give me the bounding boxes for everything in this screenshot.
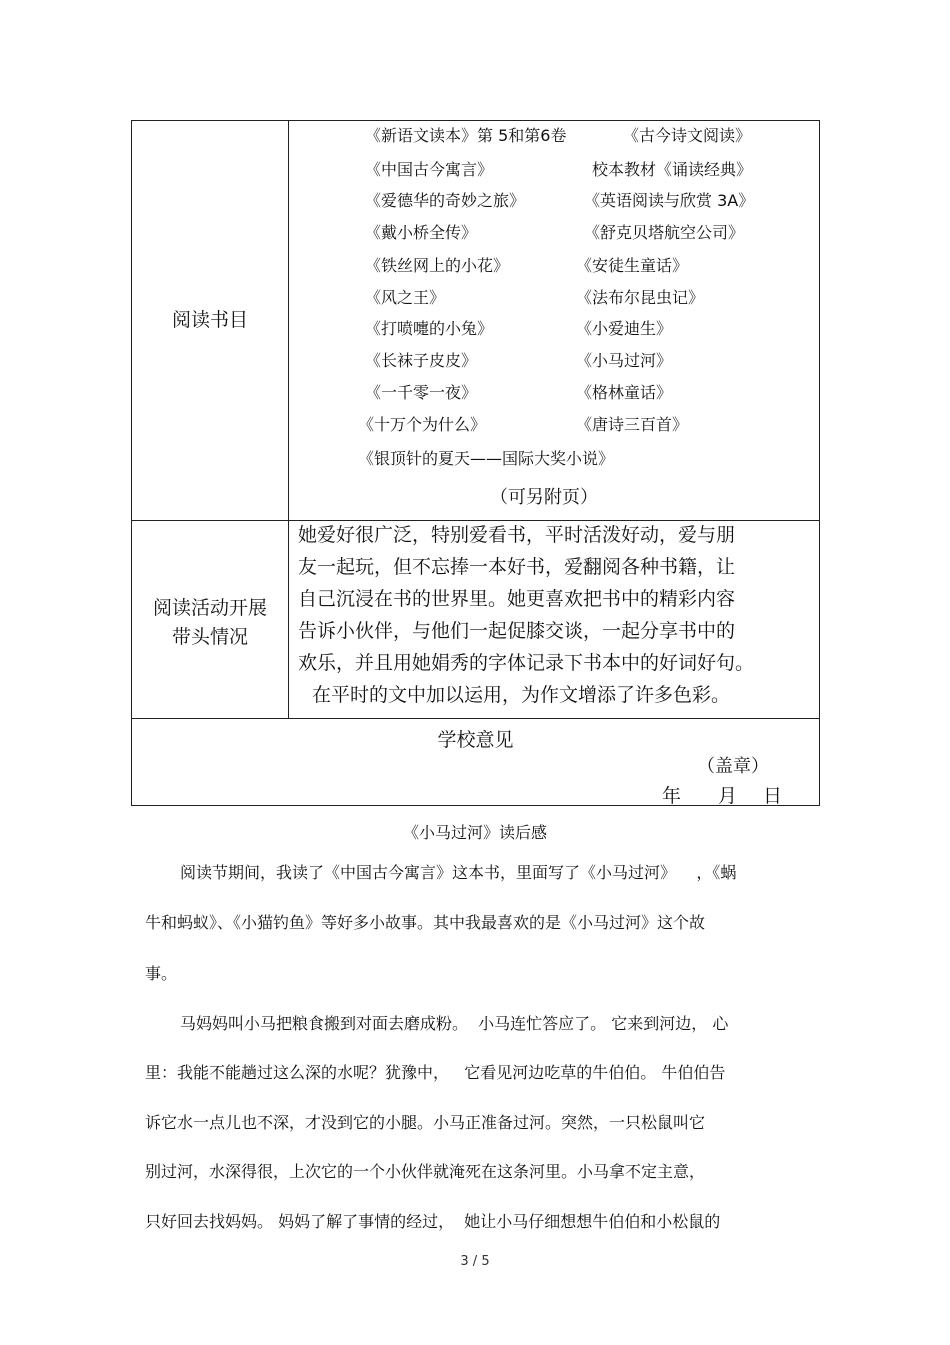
table-row-divider (132, 718, 819, 719)
essay-line: 诉它水一点儿也不深，才没到它的小腿。小马正准备过河。突然，一只松鼠叫它 (145, 1113, 706, 1132)
essay-line: 别过河，水深得很，上次它的一个小伙伴就淹死在这条河里。小马拿不定主意， (145, 1162, 706, 1181)
book-item: 《小爱迪生》 (576, 319, 673, 338)
essay-line: 阅读节期间，我读了《中国古今寓言》这本书，里面写了《小马过河》 ，《蜗 (180, 863, 737, 882)
activity-description (298, 519, 816, 711)
essay-line: 马妈妈叫小马把粮食搬到对面去磨成粉。 小马连忙答应了。 它来到河边， 心 (180, 1014, 729, 1033)
book-item: 《银顶针的夏天——国际大奖小说》 (358, 449, 615, 468)
book-item: 《铁丝网上的小花》 (365, 256, 510, 275)
book-item: 《爱德华的奇妙之旅》 (365, 191, 526, 210)
book-item: 《法布尔昆虫记》 (576, 288, 705, 307)
book-item: 《风之王》 (365, 288, 446, 307)
book-item: 《打喷嚏的小兔》 (365, 319, 494, 338)
activity-line: 友一起玩，但不忘捧一本好书，爱翻阅各种书籍，让 (298, 556, 736, 578)
activity-line: 自己沉浸在书的世界里。她更喜欢把书中的精彩内容 (298, 588, 736, 610)
book-item: 《中国古今寓言》 (365, 160, 494, 179)
essay-line: 事。 (145, 964, 178, 983)
essay-line: 里：我能不能趟过这么深的水呢？犹豫中， 它看见河边吃草的牛伯伯。 牛伯伯告 (145, 1063, 726, 1082)
reading-list-label: 阅读书目 (171, 309, 248, 331)
activity-label (132, 594, 288, 652)
activity-line: 欢乐，并且用她娟秀的字体记录下书本中的好词好句。 (298, 652, 755, 674)
book-item: 《安徒生童话》 (576, 256, 689, 275)
seal-label: （盖章） (697, 756, 769, 777)
date-year-label: 年 (662, 785, 682, 807)
activity-label-line: 阅读活动开展 (152, 597, 267, 619)
essay-line: 牛和蚂蚁》、《小猫钓鱼》等好多小故事。其中我最喜欢的是《小马过河》这个故 (145, 913, 706, 932)
page-number: 3 / 5 (460, 1254, 490, 1269)
book-item: 《新语文读本》第 5和第6卷 (365, 126, 567, 145)
activity-line: 她爱好很广泛，特别爱看书，平时活泼好动，爱与朋 (298, 524, 736, 546)
book-item: 校本教材《诵读经典》 (592, 160, 753, 179)
book-item: 《英语阅读与欣赏 3A》 (584, 191, 755, 210)
essay-title: 《小马过河》读后感 (402, 823, 547, 842)
activity-label-line: 带头情况 (171, 626, 248, 648)
book-item: 《十万个为什么》 (358, 415, 487, 434)
essay-line: 只好回去找妈妈。 妈妈了解了事情的经过， 她让小马仔细想想牛伯伯和小松鼠的 (145, 1212, 721, 1231)
book-item: 《小马过河》 (576, 351, 673, 370)
book-item: 《唐诗三百首》 (576, 415, 689, 434)
book-item: 《戴小桥全传》 (365, 223, 478, 242)
activity-line: 在平时的文中加以运用，为作文增添了许多色彩。 (312, 684, 731, 706)
attach-extra-note: （可另附页） (490, 487, 598, 508)
book-item: 《格林童话》 (576, 383, 673, 402)
school-opinion-label: 学校意见 (437, 729, 514, 751)
date-day-label: 日 (763, 785, 783, 807)
reading-record-table (131, 120, 820, 806)
book-item: 《古今诗文阅读》 (623, 126, 752, 145)
book-item: 《舒克贝塔航空公司》 (584, 223, 745, 242)
book-item: 《长袜子皮皮》 (365, 351, 478, 370)
activity-line: 告诉小伙伴，与他们一起促膝交谈，一起分享书中的 (298, 620, 736, 642)
book-item: 《一千零一夜》 (365, 383, 478, 402)
date-month-label: 月 (718, 785, 738, 807)
table-column-divider (288, 121, 289, 718)
